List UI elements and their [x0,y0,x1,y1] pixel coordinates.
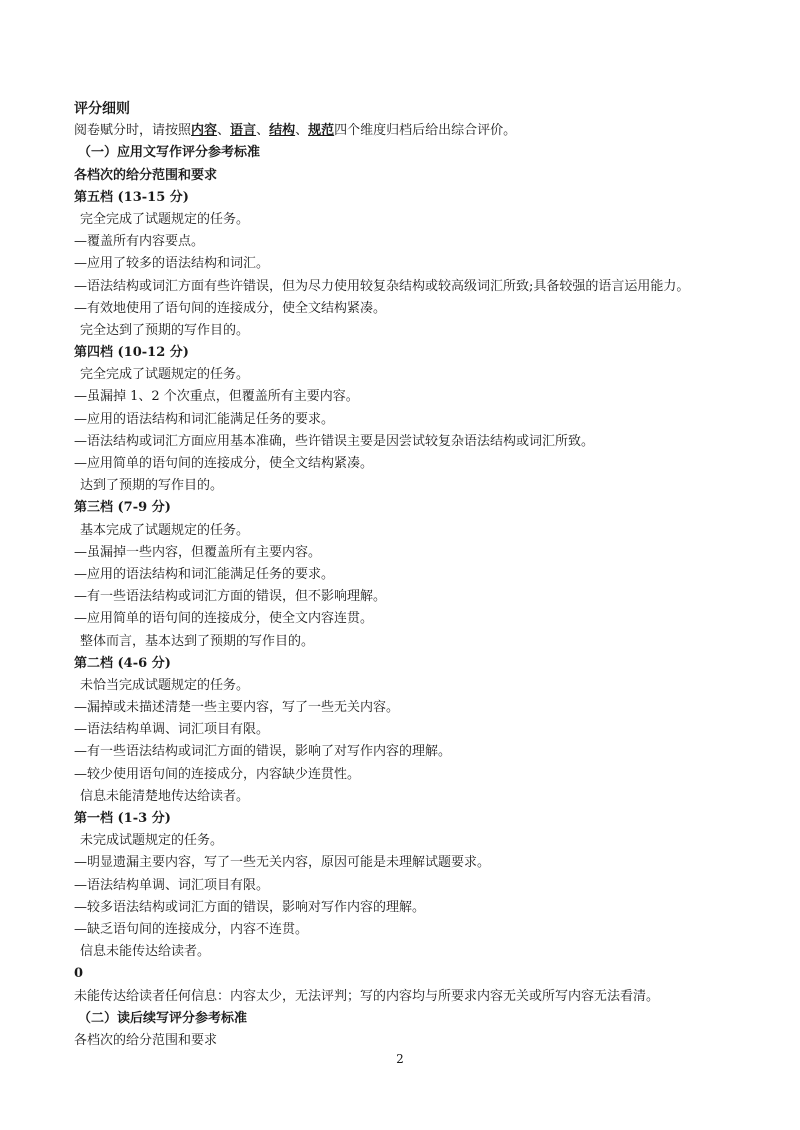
tier-line: 未能传达给读者任何信息：内容太少，无法评判；写的内容均与所要求内容无关或所写内容无法看清。 [74,988,660,1004]
tier-line: —应用了较多的语法结构和词汇。 [74,256,270,272]
tier-line: —有效地使用了语句间的连接成分，使全文结构紧凑。 [74,300,387,316]
tier-line: 基本完成了试题规定的任务。 [80,522,250,538]
tier-line: —覆盖所有内容要点。 [74,234,205,250]
tier-line: 信息未能传达给读者。 [80,944,211,960]
dimension-separator: 、 [217,123,231,139]
dimension-content: 内容 [191,123,218,139]
tier-line: 完全达到了预期的写作目的。 [80,322,250,338]
section-1-title: （一）应用文写作评分参考标准 [78,145,261,161]
tier-line: —有一些语法结构或词汇方面的错误，影响了对写作内容的理解。 [74,744,452,760]
section-2-title: （二）读后续写评分参考标准 [78,1010,248,1026]
intro-prefix: 阅卷赋分时，请按照 [74,123,192,139]
section-1-subtitle: 各档次的给分范围和要求 [74,167,218,183]
tier-line: 达到了预期的写作目的。 [80,478,224,494]
dimension-language: 语言 [230,123,257,139]
dimension-separator: 、 [295,123,309,139]
dimension-separator: 、 [256,123,270,139]
tier-line: 信息未能清楚地传达给读者。 [80,788,250,804]
tier-line: —缺乏语句间的连接成分，内容不连贯。 [74,921,309,937]
tier-line: 未恰当完成试题规定的任务。 [80,677,250,693]
tier-line: —语法结构单调、词汇项目有限。 [74,722,270,738]
tier-line: —语法结构单调、词汇项目有限。 [74,877,270,893]
tier-line: —应用简单的语句间的连接成分，使全文结构紧凑。 [74,456,374,471]
tier-line: —较少使用语句间的连接成分，内容缺少连贯性。 [74,766,361,782]
intro-paragraph [74,120,764,142]
tier-heading: 第五档 (13-15 分) [74,189,189,205]
section-2-subtitle: 各档次的给分范围和要求 [74,1032,218,1048]
tier-line: —应用的语法结构和词汇能满足任务的要求。 [74,566,335,582]
tier-line: 完全完成了试题规定的任务。 [80,211,250,227]
tier-line: —较多语法结构或词汇方面的错误，影响对写作内容的理解。 [74,899,426,915]
tier-line: —应用的语法结构和词汇能满足任务的要求。 [74,411,335,427]
page-title: 评分细则 [74,101,130,117]
intro-suffix: 四个维度归档后给出综合评价。 [334,123,517,139]
tier-heading: 第四档 (10-12 分) [74,345,189,361]
tier-line: —虽漏掉一些内容，但覆盖所有主要内容。 [74,544,322,560]
tier-heading: 0 [74,966,84,982]
tier-heading: 第一档 (1-3 分) [74,811,171,826]
document-page [74,98,764,1052]
tier-line: —有一些语法结构或词汇方面的错误，但不影响理解。 [74,589,387,605]
page-number: 2 [396,1052,404,1066]
tier-line: —明显遗漏主要内容，写了一些无关内容，原因可能是未理解试题要求。 [74,855,491,871]
tier-line: 整体而言，基本达到了预期的写作目的。 [80,633,315,649]
tier-heading: 第二档 (4-6 分) [74,655,171,671]
dimension-structure: 结构 [269,123,296,139]
tier-line: —语法结构或词汇方面应用基本准确，些许错误主要是因尝试较复杂语法结构或词汇所致。 [74,433,595,449]
tier-line: —虽漏掉 1、2 个次重点，但覆盖所有主要内容。 [74,389,359,405]
tier-line: 完全完成了试题规定的任务。 [80,367,250,383]
tier-line: —语法结构或词汇方面有些许错误，但为尽力使用较复杂结构或较高级词汇所致;具备较强的语言运用能力。 [74,278,690,294]
tier-line: —应用简单的语句间的连接成分，使全文内容连贯。 [74,611,374,627]
tier-heading: 第三档 (7-9 分) [74,500,171,516]
tier-line: 未完成试题规定的任务。 [80,833,224,849]
tier-line: —漏掉或未描述清楚一些主要内容，写了一些无关内容。 [74,700,400,716]
dimension-standard: 规范 [308,123,335,139]
